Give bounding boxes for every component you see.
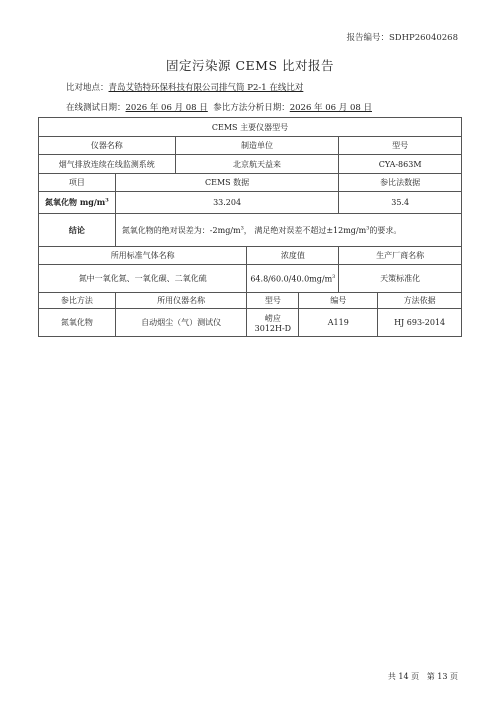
gas-name: 氮中一氧化氮、一氧化碳、二氧化硫 [39, 265, 247, 293]
cems-value: 33.204 [115, 192, 339, 214]
conclusion-part-a: 氮氧化物的绝对误差为：-2mg/m [121, 225, 241, 235]
item-unit: mg/m [79, 197, 106, 207]
report-number: 报告编号：SDHP26040268 [346, 33, 458, 43]
item-name: 氮氧化物 [45, 197, 78, 207]
conclusion-sup-a: 3 [240, 224, 244, 231]
header-item: 项目 [39, 174, 116, 192]
page-footer [388, 671, 458, 682]
conclusion-part-b: ， 满足绝对误差不超过±12mg/m [243, 225, 367, 235]
header-ref-model: 型号 [247, 293, 299, 309]
header-concentration: 浓度值 [247, 247, 339, 265]
location-label: 比对地点： [66, 83, 109, 93]
conclusion-part-c: 的要求。 [369, 225, 402, 235]
header-ref-instrument: 所用仪器名称 [115, 293, 247, 309]
header-gas-name: 所用标准气体名称 [39, 247, 247, 265]
ref-serial: A119 [299, 309, 378, 337]
header-model: 型号 [339, 137, 462, 155]
item-unit-sup: 3 [105, 197, 109, 204]
header-cems-data: CEMS 数据 [115, 174, 339, 192]
header-ref-serial: 编号 [299, 293, 378, 309]
current-page: 第 13 页 [426, 672, 458, 681]
test-date-label: 在线测试日期： [66, 103, 126, 113]
ref-value: 35.4 [339, 192, 462, 214]
comparison-location [66, 81, 303, 93]
header-ref-method: 参比方法 [39, 293, 116, 309]
ref-instrument: 自动烟尘（气）测试仪 [115, 309, 247, 337]
instrument-name: 烟气排放连续在线监测系统 [39, 155, 176, 174]
gas-maker: 天策标准化 [339, 265, 462, 293]
ref-method: 氮氧化物 [39, 309, 116, 337]
gas-concentration-sup: 3 [332, 273, 336, 280]
gas-concentration-value: 64.8/60.0/40.0mg/m [250, 274, 333, 284]
header-instrument-name: 仪器名称 [39, 137, 176, 155]
instrument-manufacturer: 北京航天益来 [175, 155, 339, 174]
header-method-basis: 方法依据 [378, 293, 462, 309]
gas-concentration [247, 265, 339, 293]
conclusion-text [115, 214, 461, 247]
instrument-model: CYA-863M [339, 155, 462, 174]
ref-model: 崂应 3012H-D [247, 309, 299, 337]
ref-date-label: 参比方法分析日期： [213, 103, 290, 113]
method-basis: HJ 693-2014 [378, 309, 462, 337]
test-date-value: 2026 年 06 月 08 日 [125, 103, 208, 113]
location-value: 青岛艾锆特环保科技有限公司排气筒 P2-1 在线比对 [108, 83, 304, 93]
header-manufacturer: 制造单位 [175, 137, 339, 155]
test-dates [66, 101, 372, 113]
conclusion-label: 结论 [39, 214, 116, 247]
total-pages: 共 14 页 [387, 672, 420, 681]
header-gas-maker: 生产厂商名称 [339, 247, 462, 265]
data-item [39, 192, 116, 214]
section-title: CEMS 主要仪器型号 [39, 118, 462, 137]
comparison-table [38, 117, 462, 337]
header-ref-data: 参比法数据 [339, 174, 462, 192]
ref-date-value: 2026 年 06 月 08 日 [289, 103, 372, 113]
conclusion-sup-b: 3 [366, 224, 370, 231]
page-title: 固定污染源 CEMS 比对报告 [166, 58, 334, 73]
